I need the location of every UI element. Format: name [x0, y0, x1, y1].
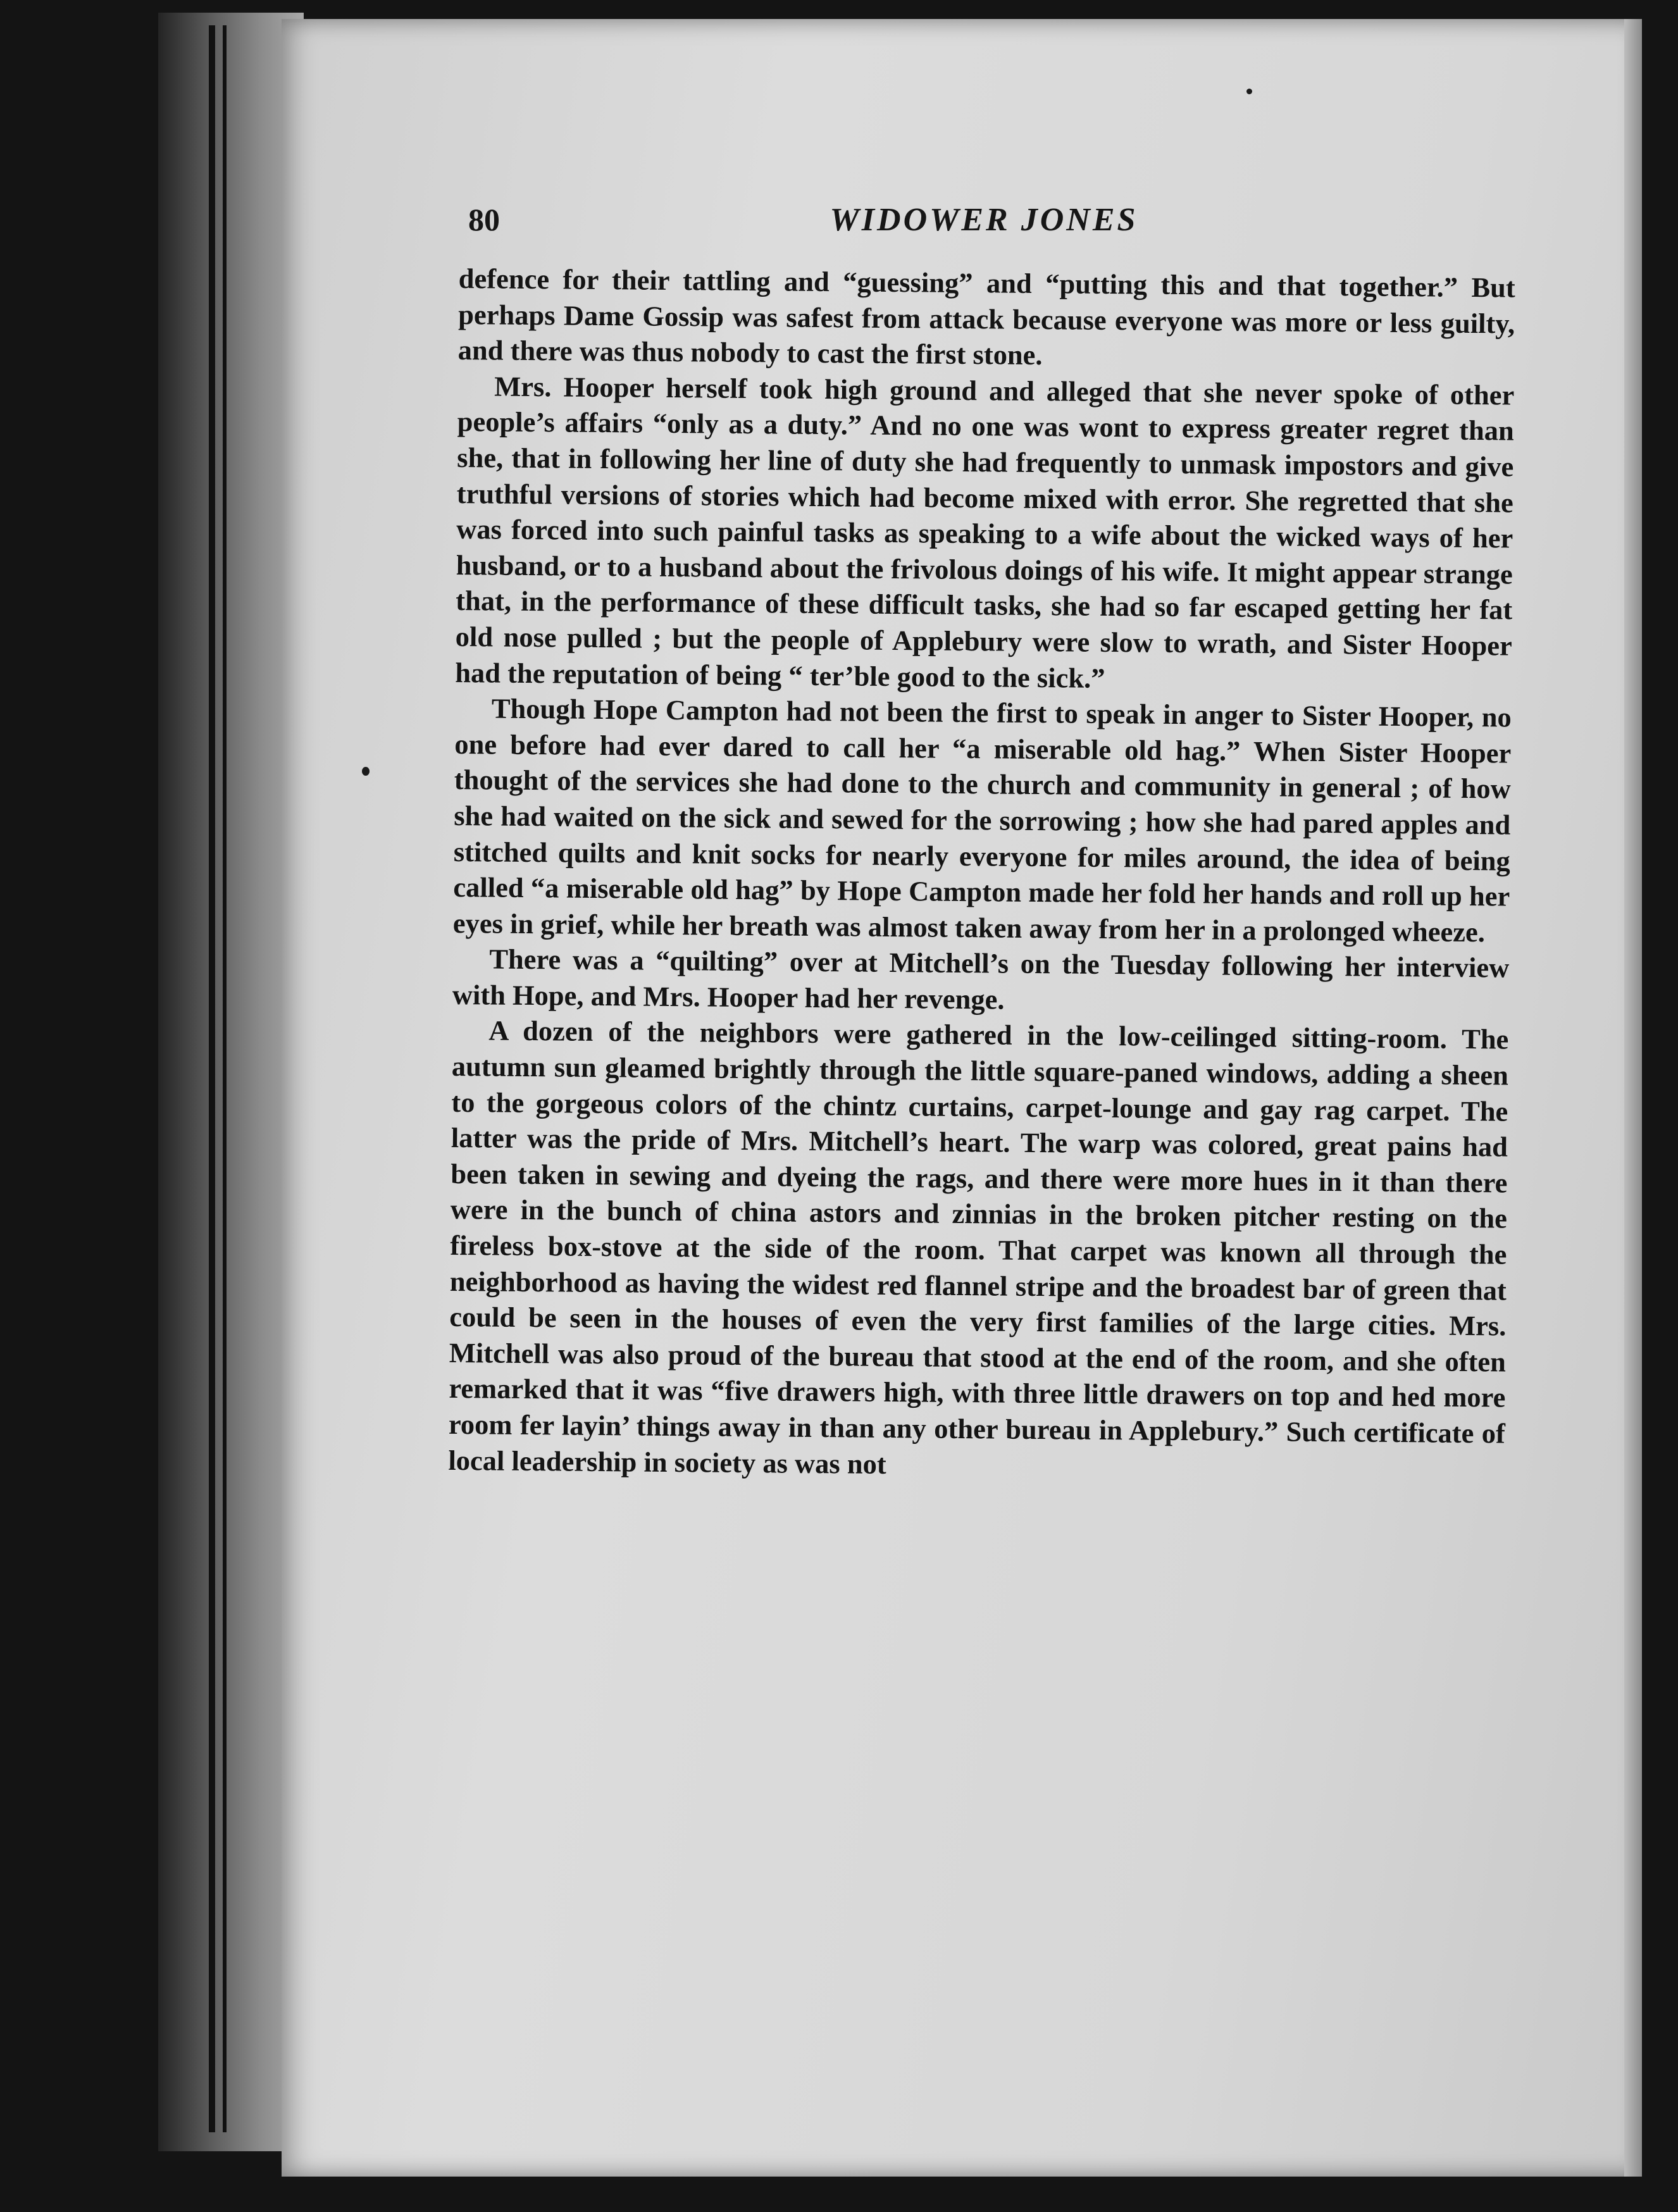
paragraph: defence for their tattling and “guessing” and “putting this and that together.” But perhaps Dame Gossip was safest from attack because everyone was more or less guilty, and there was thus nobody to cast the first stone. [457, 262, 1515, 371]
ink-speck [1246, 89, 1252, 94]
paragraph: A dozen of the neighbors were gathered in the low-ceilinged sitting-room. The autumn sun gleamed brightly through the little square-paned windows, adding a sheen to the gorgeous colors of the chintz curtains, carpet-lounge and gay rag carpet. The latter was the pride of Mrs. Mitchell’s heart. The warp was colored, great pains had been taken in sewing and dyeing the rags, and there were more hues in it than there were in the bunch of china astors and zinnias in the broken pitcher resting on the fireless box-stove at the side of the room. That carpet was known all through the neighborhood as having the widest red flannel stripe and the broadest bar of green that could be seen in the houses of even the very first families of the large cities. Mrs. Mitchell was also proud of the bureau that stood at the end of the room, and she often remarked that it was “five drawers high, with three little drawers on top and hed more room fer layin’ things away in than any other bureau in Applebury.” Such certificate of local leadership in society as was not [448, 1014, 1509, 1480]
paragraph: Though Hope Campton had not been the first to speak in anger to Sister Hooper, no one before had ever dared to call her “a miserable old hag.” When Sister Hooper thought of the services she had done to the church and community in general ; of how she had waited on the sick and sewed for the sorrowing ; how she had pared apples and stitched quilts and knit socks for nearly everyone for miles around, the idea of being called “a miserable old hag” by Hope Campton made her fold her hands and roll up her eyes in grief, while her breath was almost taken away from her in a prolonged wheeze. [452, 692, 1512, 948]
paragraph: Mrs. Hooper herself took high ground and alleged that she never spoke of other people’s affairs “only as a duty.” And no one was wont to express greater regret than she, that in following her line of duty she had frequently to unmask impostors and give truthful versions of stories which had become mixed with error. She regretted that she was forced into such painful tasks as speaking to a wife about the wicked ways of her husband, or to a husband about the frivolous doings of his wife. It might appear strange that, in the performance of these difficult tasks, she had so far escaped getting her fat old nose pulled ; but the people of Applebury were slow to wrath, and Sister Hooper had the reputation of being “ ter’ble good to the sick.” [455, 370, 1515, 694]
paragraph: There was a “quilting” over at Mitchell’s on the Tuesday following her interview with Hope, and Mrs. Hooper had her revenge. [452, 943, 1510, 1016]
page-number: 80 [468, 202, 500, 237]
binding-edge-line [209, 25, 215, 2132]
binding-edge-line [223, 25, 227, 2132]
page-right-edge [1624, 19, 1642, 2177]
page-header [462, 201, 1506, 252]
running-title: WIDOWER JONES [830, 202, 1138, 238]
body-text [448, 261, 1515, 1488]
ink-speck [362, 767, 370, 776]
